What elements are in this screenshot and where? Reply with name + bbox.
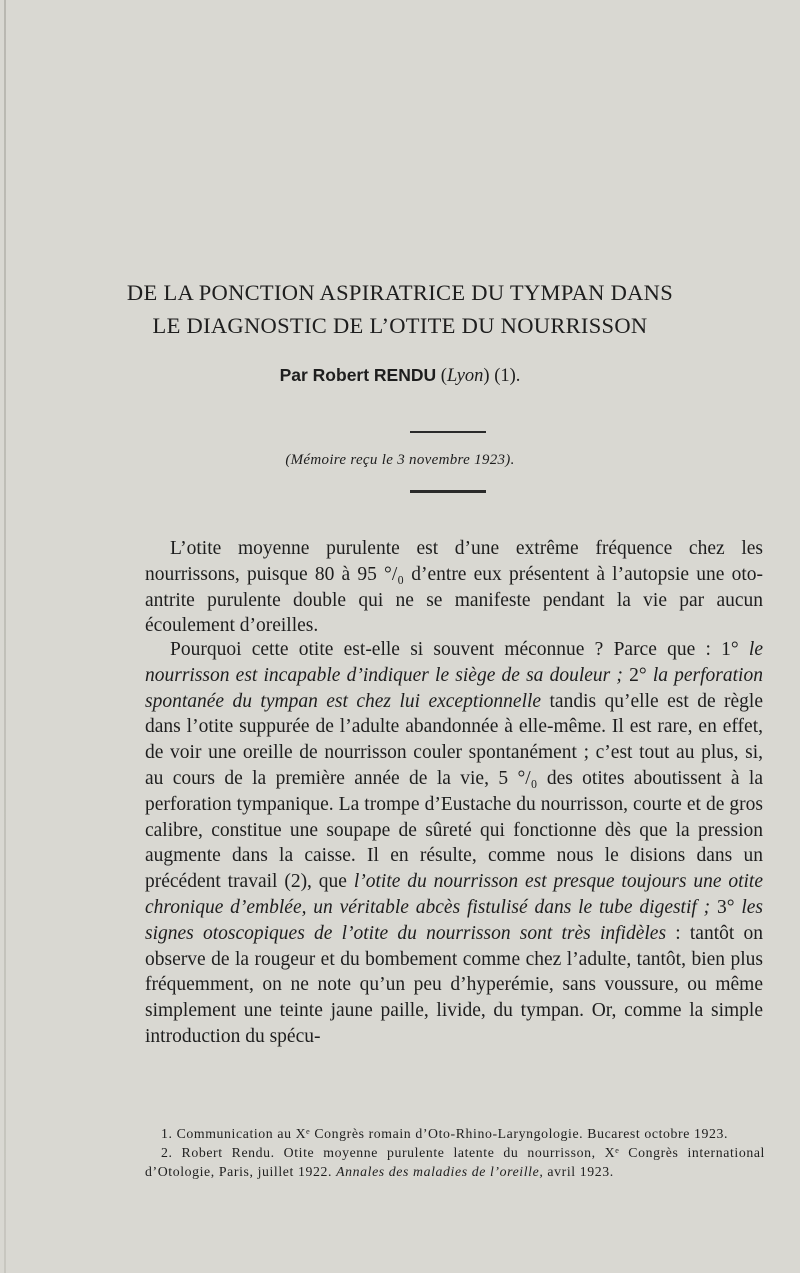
p2-emphasis-3: l’otite du nourrisson est presque toujours une otite chronique d’emblée, un véritable abcès fistulisé dans le tube digestif ; <box>145 871 763 918</box>
p2-emphasis-4: les signes otoscopiques de l’otite du nourrisson sont très infidèles <box>145 896 763 944</box>
byline-close: ) (1). <box>483 366 521 386</box>
p2-text-a: Pourquoi cette otite est-elle si souvent méconnue ? Parce que : 1° <box>170 639 749 660</box>
author-city: Lyon <box>446 366 484 386</box>
footnote-1: 1. Communication au Xᵉ Congrès romain d’Oto-Rhino-Laryngologie. Bucarest octobre 1923. <box>161 1126 729 1141</box>
page-edge <box>4 0 6 1273</box>
p2-text-c: 2° <box>622 664 653 686</box>
footnotes <box>145 1124 765 1182</box>
footnote-2-date: avril 1923. <box>543 1164 614 1180</box>
author-surname: RENDU <box>373 365 437 385</box>
p2-emphasis-2: la perforation spontanée du tympan est chez lui exceptionnelle <box>145 664 763 712</box>
separator-rule-bottom <box>410 490 486 493</box>
separator-rule-top <box>410 431 486 433</box>
footnote-2-journal: Annales des maladies de l’oreille, <box>336 1164 544 1180</box>
paragraph-1: L’otite moyenne purulente est d’une extrême fréquence chez les nourrissons, puisque 80 à 95 °/₀ d’entre eux présentent à l’autopsie une oto-antrite purulente double qui ne se manifeste pendant la vie par aucun écoulement d’oreilles. <box>145 538 763 637</box>
byline-prefix: Par Robert <box>279 365 374 385</box>
footnote-2 <box>145 1143 765 1181</box>
p2-text-e: tandis qu’elle est de règle dans l’otite suppurée de l’adulte abandonnée à elle-même. Il est rare, en effet, de voir une oreille de nourrisson couler spontanément ; c’est tout au plus, si, au cours de la première année de la vie, 5 °/₀ des otites aboutissent à la perforation tympanique. La trompe d’Eustache du nourrisson, courte et de gros calibre, constitue une soupape de sûreté qui fonctionne dès que la pression augmente dans la caisse. Il en résulte, comme nous le disions dans un précédent travail (2), que <box>145 690 764 893</box>
p2-emphasis-1: le nourrisson est incapable d’indiquer le siège de sa douleur ; <box>145 639 763 686</box>
article-title-line-1: DE LA PONCTION ASPIRATRICE DU TYMPAN DANS <box>126 280 674 305</box>
article-title-line-2: LE DIAGNOSTIC DE L’OTITE DU NOURRISSON <box>152 313 648 338</box>
byline-open: ( <box>436 366 447 386</box>
paragraph-2 <box>145 637 763 1050</box>
received-date: (Mémoire reçu le 3 novembre 1923). <box>285 452 515 468</box>
byline <box>0 365 800 387</box>
p2-text-g: 3° <box>710 896 742 918</box>
p2-text-i: : tantôt on observe de la rougeur et du bombement comme chez l’adulte, tantôt, bien plus fréquemment, on ne note qu’un peu d’hyperémie, sans voussure, ou même simplement une teinte jaune paille, livide, du tympan. Or, comme la simple introduction du spécu- <box>145 922 763 1047</box>
footnote-2-text: 2. Robert Rendu. Otite moyenne purulente latente du nourrisson, Xᵉ Congrès international d’Otologie, Paris, juillet 1922. <box>145 1145 765 1180</box>
